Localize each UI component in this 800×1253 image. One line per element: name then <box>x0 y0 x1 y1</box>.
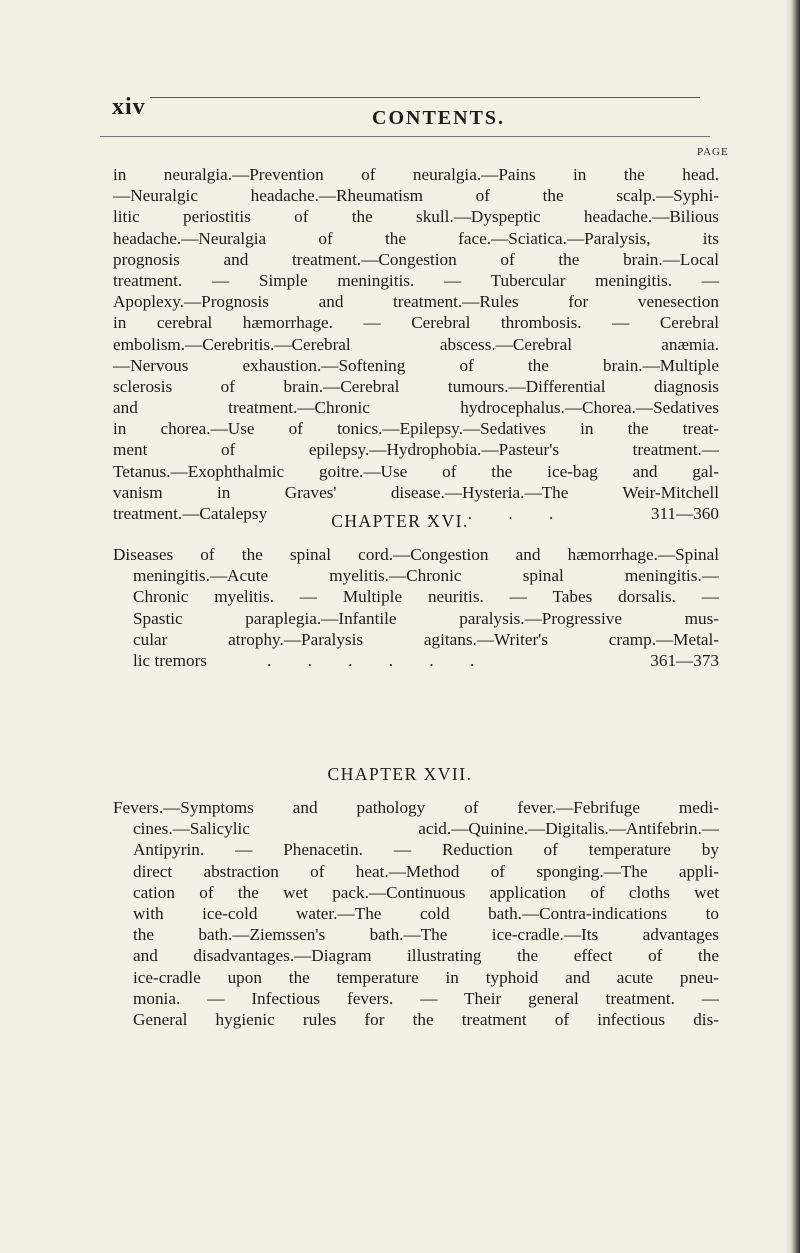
page-range: 361—373 <box>650 650 719 670</box>
entry-line: treatment. — Simple meningitis. — Tubercular meningitis. — <box>113 270 719 290</box>
entry-line: —Nervous exhaustion.—Softening of the brain.—Multiple <box>113 355 719 375</box>
entry-line: in neuralgia.—Prevention of neuralgia.—Pains in the head. <box>113 165 719 184</box>
chapter-16-heading: CHAPTER XVI. <box>331 511 469 531</box>
entry-line: sclerosis of brain.—Cerebral tumours.—Differential diagnosis <box>113 376 719 396</box>
entry-line: ice-cradle upon the temperature in typhoid and acute pneu- <box>133 967 719 987</box>
page-edge-shadow <box>786 0 800 1253</box>
page-folio: xiv <box>112 94 146 120</box>
entry-line: Spastic paraplegia.—Infantile paralysis.—Progressive mus- <box>133 608 719 628</box>
entry-line: Diseases of the spinal cord.—Congestion and hæmorrhage.—Spinal <box>113 545 719 564</box>
entry-line: meningitis.—Acute myelitis.—Chronic spinal meningitis.— <box>133 566 719 586</box>
entry-last-line <box>113 650 719 671</box>
chapter-17-contents-entry <box>113 797 719 1030</box>
entry-line: with ice-cold water.—The cold bath.—Contra-indications to <box>133 903 719 923</box>
entry-line: embolism.—Cerebritis.—Cerebral abscess.—Cerebral anæmia. <box>113 334 719 354</box>
chapter-16-contents-entry <box>113 544 719 671</box>
entry-line: and disadvantages.—Diagram illustrating the effect of the <box>133 946 719 966</box>
page-column-label: PAGE <box>697 146 729 158</box>
entry-line: litic periostitis of the skull.—Dyspeptic headache.—Bilious <box>113 207 719 227</box>
entry-line: and treatment.—Chronic hydrocephalus.—Chorea.—Sedatives <box>113 398 719 418</box>
entry-line: prognosis and treatment.—Congestion of the brain.—Local <box>113 249 719 269</box>
page-range: 311—360 <box>650 504 719 523</box>
entry-line: vanism in Graves' disease.—Hysteria.—The Weir-Mitchell <box>113 482 719 502</box>
entry-line: ment of epilepsy.—Hydrophobia.—Pasteur's treatment.— <box>113 440 719 460</box>
entry-line: cular atrophy.—Paralysis agitans.—Writer's cramp.—Metal- <box>133 629 719 649</box>
running-head: CONTENTS. <box>372 107 506 129</box>
entry-last-line-text: treatment.—Catalepsy <box>113 504 268 523</box>
entry-line: Antipyrin. — Phenacetin. — Reduction of temperature by <box>133 840 719 860</box>
entry-line: Fevers.—Symptoms and pathology of fever.—Febrifuge medi- <box>113 798 719 817</box>
dot-leader: . . . . <box>427 504 570 523</box>
chapter-17-heading: CHAPTER XVII. <box>327 764 473 784</box>
entry-line: direct abstraction of heat.—Method of sponging.—The appli- <box>133 861 719 881</box>
entry-last-line-text: lic tremors <box>133 650 207 670</box>
entry-line: cines.—Salicylic acid.—Quinine.—Digitalis.—Antifebrin.— <box>133 819 719 839</box>
entry-line: the bath.—Ziemssen's bath.—The ice-cradle.—Its advantages <box>133 925 719 945</box>
entry-line: —Neuralgic headache.—Rheumatism of the scalp.—Syphi- <box>113 186 719 206</box>
entry-line: General hygienic rules for the treatment of infectious dis- <box>133 1009 719 1029</box>
entry-line: Apoplexy.—Prognosis and treatment.—Rules for venesection <box>113 292 719 312</box>
entry-line: Chronic myelitis. — Multiple neuritis. — Tabes dorsalis. — <box>133 587 719 607</box>
entry-line: in cerebral hæmorrhage. — Cerebral thrombosis. — Cerebral <box>113 313 719 333</box>
header-rule-top <box>150 97 700 98</box>
chapter-15-contents-entry <box>113 164 719 524</box>
entry-line: monia. — Infectious fevers. — Their general treatment. — <box>133 988 719 1008</box>
dot-leader: . . . . . . <box>266 650 491 670</box>
entry-line: headache.—Neuralgia of the face.—Sciatica.—Paralysis, its <box>113 228 719 248</box>
entry-line: in chorea.—Use of tonics.—Epilepsy.—Sedatives in the treat- <box>113 419 719 439</box>
entry-line: cation of the wet pack.—Continuous application of cloths wet <box>133 882 719 902</box>
entry-line: Tetanus.—Exophthalmic goitre.—Use of the ice-bag and gal- <box>113 461 719 481</box>
header-rule-bottom <box>100 136 710 137</box>
